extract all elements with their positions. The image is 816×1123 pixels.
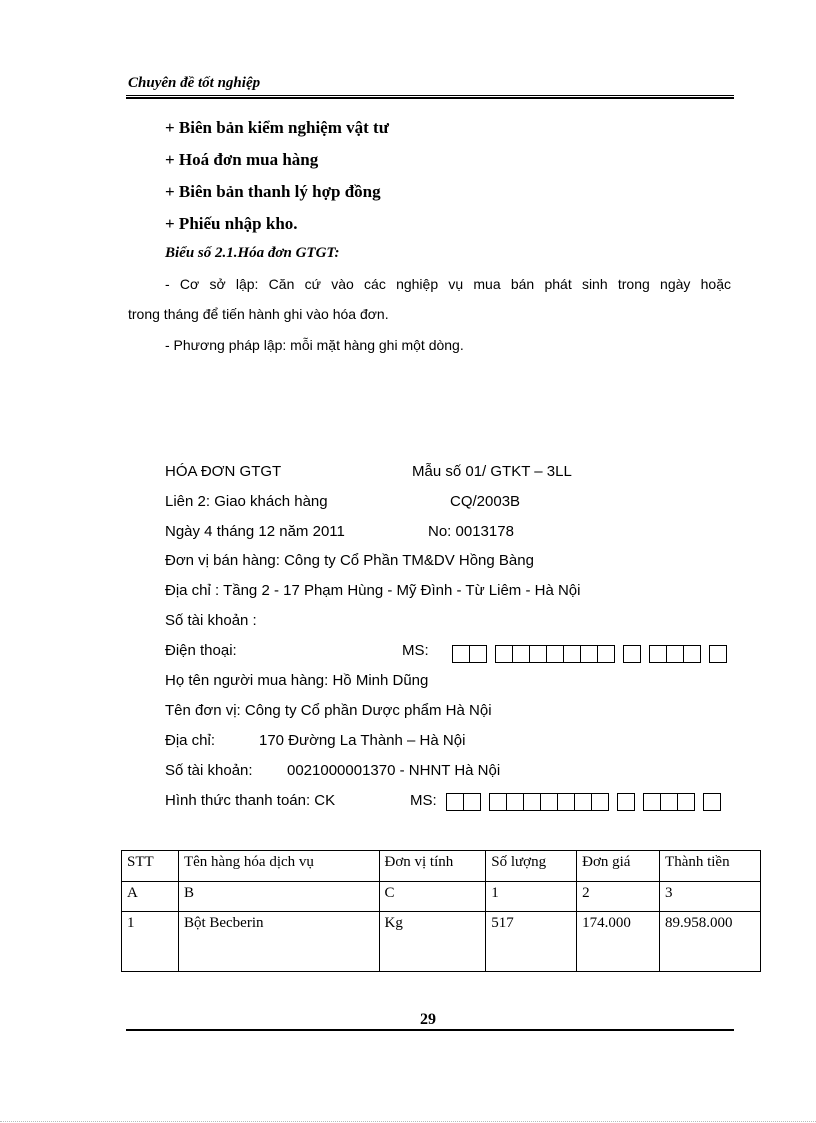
invoice-items-table [121,850,761,972]
bullet-item: + Hoá đơn mua hàng [165,150,319,169]
table-header-cell: Đơn giá [577,851,660,882]
buyer-tax-code-boxes [447,793,721,811]
invoice-number: No: 0013178 [428,523,514,540]
table-code-row [122,882,761,912]
table-header-cell: Đơn vị tính [379,851,486,882]
table-cell: 517 [486,912,577,972]
invoice-date: Ngày 4 tháng 12 năm 2011 [165,523,345,540]
table-cell: B [178,882,379,912]
table-cell: A [122,882,179,912]
table-cell: C [379,882,486,912]
table-header-row [122,851,761,882]
table-cell: Bột Becberin [178,912,379,972]
seller-name: Đơn vị bán hàng: Công ty Cổ Phần TM&DV Hồng Bàng [165,552,534,569]
invoice-copy: Liên 2: Giao khách hàng [165,493,328,510]
footer-rule [126,1029,734,1031]
section-heading: Biểu số 2.1.Hóa đơn GTGT: [165,245,340,261]
header-rule-thin [126,95,734,96]
paragraph-line: trong tháng để tiến hành ghi vào hóa đơn. [128,306,389,322]
page-break-line [0,1121,816,1122]
buyer-account: 0021000001370 - NHNT Hà Nội [287,762,501,779]
table-cell: 174.000 [577,912,660,972]
buyer-name: Họ tên người mua hàng: Hồ Minh Dũng [165,672,429,689]
paragraph-line: - Phương pháp lập: mỗi mặt hàng ghi một dòng. [165,337,464,353]
table-cell: 1 [486,882,577,912]
header-title: Chuyên đề tốt nghiệp [128,75,261,91]
buyer-address-label: Địa chỉ: [165,732,216,749]
table-cell: 1 [122,912,179,972]
buyer-unit: Tên đơn vị: Công ty Cổ phần Dược phẩm Hà Nội [165,702,492,719]
seller-tax-code-boxes [453,645,727,663]
page-number: 29 [420,1011,436,1028]
header-rule-thick [126,97,734,99]
phone-label: Điện thoại: [165,642,237,659]
seller-account: Số tài khoản : [165,612,257,629]
invoice-code: CQ/2003B [450,493,521,510]
buyer-address: 170 Đường La Thành – Hà Nội [259,732,466,749]
table-cell: 2 [577,882,660,912]
bullet-item: + Phiếu nhập kho. [165,214,298,233]
invoice-title: HÓA ĐƠN GTGT [165,463,282,480]
table-header-cell: Tên hàng hóa dịch vụ [178,851,379,882]
table-header-cell: Số lượng [486,851,577,882]
seller-address: Địa chỉ : Tầng 2 - 17 Phạm Hùng - Mỹ Đình - Từ Liêm - Hà Nội [165,582,581,599]
bullet-item: + Biên bản kiểm nghiệm vật tư [165,118,389,137]
table-cell: 3 [660,882,761,912]
bullet-item: + Biên bản thanh lý hợp đồng [165,182,381,201]
table-cell: Kg [379,912,486,972]
table-header-cell: Thành tiền [660,851,761,882]
tax-code-label: MS: [402,642,429,659]
payment-method: Hình thức thanh toán: CK [165,792,336,809]
paragraph-line: - Cơ sở lập: Căn cứ vào các nghiệp vụ mua bán phát sinh trong ngày hoặc [165,276,731,292]
table-header-cell: STT [122,851,179,882]
tax-code-label: MS: [410,792,437,809]
invoice-form-number: Mẫu số 01/ GTKT – 3LL [412,463,572,480]
buyer-account-label: Số tài khoản: [165,762,253,779]
table-row [122,912,761,972]
table-cell: 89.958.000 [660,912,761,972]
